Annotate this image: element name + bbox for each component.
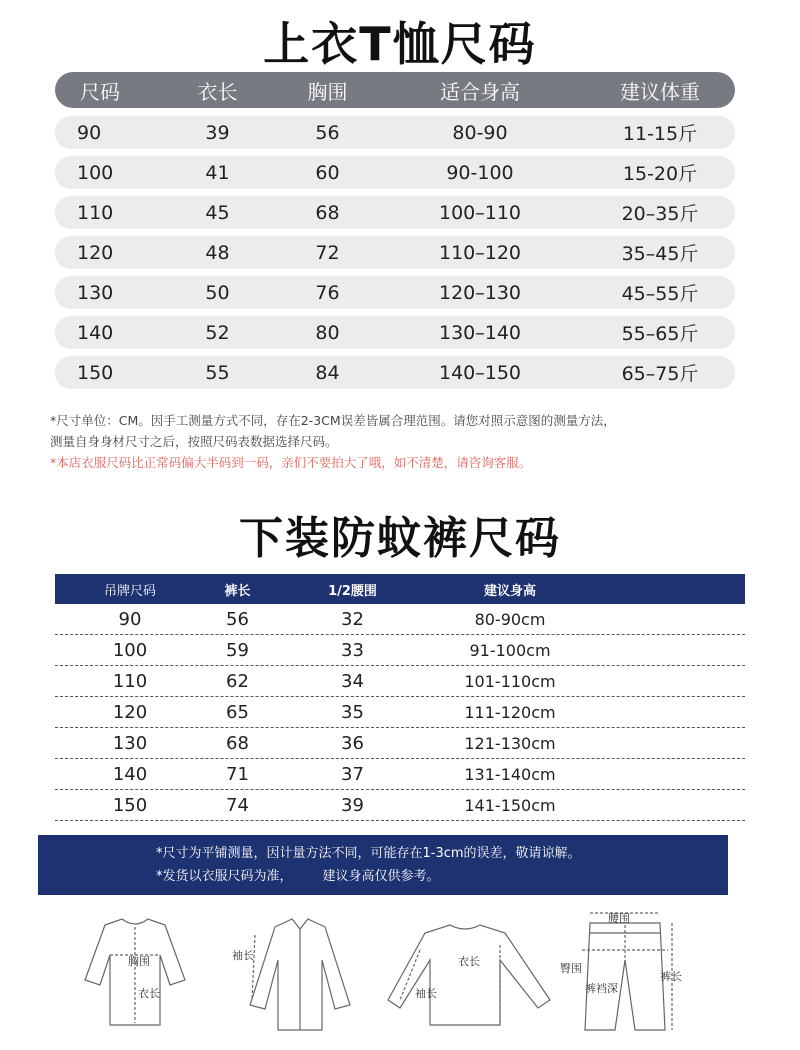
header-size: 尺码 [80, 79, 120, 104]
pants-size-table [55, 574, 745, 821]
cell-tag-size: 140 [112, 763, 148, 785]
pants-waist-label: 腰围 [608, 912, 630, 925]
table-row [55, 635, 745, 666]
cell-size: 110 [77, 201, 114, 224]
table-row [55, 276, 735, 309]
pants-length-label: 裤长 [660, 970, 682, 983]
cell-tag-size: 110 [112, 670, 148, 692]
table-row [55, 728, 745, 759]
cell-length: 50 [205, 281, 230, 304]
cell-tag-size: 90 [118, 608, 142, 630]
cell-weight: 55–65斤 [621, 323, 699, 345]
pants-size-title: 下装防蚊裤尺码 [239, 513, 561, 564]
cell-length: 39 [205, 121, 230, 144]
table-row [55, 236, 735, 269]
header-length: 衣长 [197, 79, 238, 104]
cell-half-waist: 33 [341, 639, 364, 661]
note-line: 测量自身身材尺寸之后，按照尺码表数据选择尺码。 [50, 434, 338, 449]
cell-chest: 68 [315, 201, 340, 224]
header-chest: 胸围 [307, 79, 348, 104]
table-header [55, 72, 735, 108]
cell-weight: 20–35斤 [621, 203, 699, 225]
cell-height: 90-100 [446, 161, 514, 184]
notice-line [156, 865, 728, 888]
cell-chest: 72 [315, 241, 340, 264]
table-row [55, 759, 745, 790]
cell-suggested-height: 131-140cm [464, 764, 556, 784]
sweater-icon [388, 925, 550, 1025]
note-warning: *本店衣服尺码比正常码偏大半码到一码，亲们不要拍大了哦，如不清楚，请咨询客服。 [50, 455, 532, 470]
sweater-sleeve-label: 袖长 [415, 987, 437, 1000]
cell-height: 130–140 [438, 321, 522, 344]
measurement-diagrams [60, 905, 750, 1040]
shirt-sleeve-label: 袖长 [232, 949, 254, 962]
cell-weight: 15-20斤 [622, 163, 698, 185]
cell-pants-length: 59 [226, 639, 249, 661]
header-height: 适合身高 [440, 79, 520, 104]
cell-half-waist: 32 [341, 608, 364, 630]
cell-size: 140 [77, 321, 114, 344]
garment-outlines [60, 905, 750, 1040]
cell-weight: 45–55斤 [621, 283, 699, 305]
table-row [55, 196, 735, 229]
tshirt-icon [85, 919, 185, 1025]
notice-line: *尺寸为平铺测量，因计量方法不同，可能存在1-3cm的误差，敬请谅解。 [156, 846, 581, 861]
cell-tag-size: 120 [112, 701, 148, 723]
cell-size: 90 [77, 121, 102, 144]
cell-height: 100–110 [438, 201, 522, 224]
pants-rise-label: 裤裆深 [585, 982, 618, 995]
shirt-icon [250, 919, 350, 1030]
measurement-notice [38, 835, 728, 895]
header-suggested-height: 建议身高 [483, 583, 536, 599]
cell-chest: 80 [315, 321, 340, 344]
header-pants-length: 裤长 [224, 583, 251, 599]
cell-pants-length: 74 [226, 794, 249, 816]
cell-size: 100 [77, 161, 114, 184]
header-half-waist: 1/2腰围 [328, 583, 377, 599]
cell-suggested-height: 80-90cm [474, 609, 546, 629]
cell-tag-size: 100 [112, 639, 148, 661]
note-line: *尺寸单位：CM。因手工测量方式不同，存在2-3CM误差皆属合理范围。请您对照示意图的测量方法， [50, 413, 616, 428]
cell-height: 120–130 [438, 281, 522, 304]
cell-chest: 60 [315, 161, 340, 184]
tshirt-chest-label: 胸围 [128, 955, 150, 968]
cell-suggested-height: 101-110cm [464, 671, 556, 691]
cell-tag-size: 130 [112, 732, 148, 754]
cell-suggested-height: 91-100cm [469, 640, 551, 660]
cell-suggested-height: 141-150cm [464, 795, 556, 815]
cell-pants-length: 65 [226, 701, 249, 723]
cell-pants-length: 56 [226, 608, 249, 630]
table-row [55, 790, 745, 821]
table-row [55, 156, 735, 189]
cell-half-waist: 34 [341, 670, 364, 692]
cell-half-waist: 37 [341, 763, 364, 785]
cell-size: 130 [77, 281, 114, 304]
cell-half-waist: 39 [341, 794, 364, 816]
table-row [55, 697, 745, 728]
sweater-length-label: 衣长 [458, 955, 480, 968]
tshirt-length-label: 衣长 [138, 987, 160, 1000]
cell-size: 150 [77, 361, 114, 384]
cell-pants-length: 68 [226, 732, 249, 754]
cell-length: 41 [205, 161, 230, 184]
cell-suggested-height: 121-130cm [464, 733, 556, 753]
cell-size: 120 [77, 241, 114, 264]
cell-pants-length: 62 [226, 670, 249, 692]
cell-height: 80-90 [452, 121, 508, 144]
table-row [55, 604, 745, 635]
cell-suggested-height: 111-120cm [464, 702, 556, 722]
header-weight: 建议体重 [620, 79, 700, 104]
table-row [55, 666, 745, 697]
table-row [55, 116, 735, 149]
notice-part: 建议身高仅供参考。 [322, 869, 440, 884]
cell-length: 52 [205, 321, 230, 344]
notice-part: *发货以衣服尺码为准， [156, 869, 293, 884]
cell-chest: 76 [315, 281, 340, 304]
header-tag-size: 吊牌尺码 [103, 583, 156, 599]
cell-chest: 84 [315, 361, 340, 384]
cell-pants-length: 71 [226, 763, 249, 785]
cell-weight: 65–75斤 [621, 363, 699, 385]
cell-tag-size: 150 [112, 794, 148, 816]
cell-half-waist: 35 [341, 701, 364, 723]
tshirt-size-title: 上衣T恤尺码 [263, 17, 537, 71]
cell-weight: 35–45斤 [621, 243, 699, 265]
cell-height: 110–120 [438, 241, 522, 264]
cell-chest: 56 [315, 121, 340, 144]
pants-hip-label: 臀围 [560, 962, 582, 975]
tshirt-size-table [55, 72, 735, 389]
cell-height: 140–150 [438, 361, 522, 384]
table-row [55, 356, 735, 389]
cell-half-waist: 36 [341, 732, 364, 754]
cell-length: 55 [205, 361, 230, 384]
cell-length: 48 [205, 241, 230, 264]
pants-icon [582, 913, 672, 1030]
cell-weight: 11-15斤 [622, 123, 698, 145]
cell-length: 45 [205, 201, 230, 224]
size-note [50, 410, 750, 473]
table-row [55, 316, 735, 349]
table-header [55, 574, 745, 604]
